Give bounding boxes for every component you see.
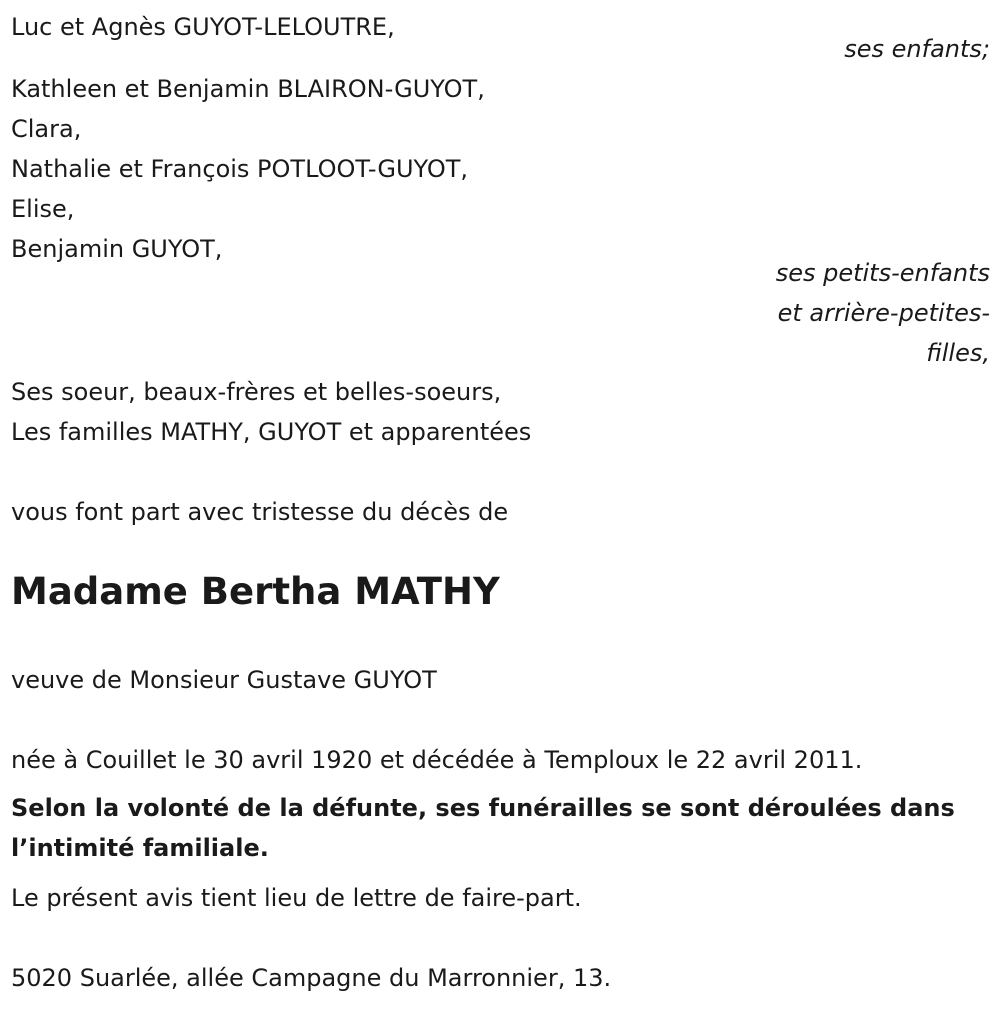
grandchild-line-2: Clara, <box>11 115 82 143</box>
children-label: ses enfants; <box>844 35 990 63</box>
grandchild-line-1: Kathleen et Benjamin BLAIRON-GUYOT, <box>11 75 485 103</box>
widow-of-text: veuve de Monsieur Gustave GUYOT <box>11 666 437 694</box>
deceased-name: Madame Bertha MATHY <box>11 570 500 613</box>
grandchildren-label-3: filles, <box>926 339 990 367</box>
birth-death-text: née à Couillet le 30 avril 1920 et décédée à Temploux le 22 avril 2011. <box>11 746 863 774</box>
grandchild-line-5: Benjamin GUYOT, <box>11 235 223 263</box>
grandchild-line-3: Nathalie et François POTLOOT-GUYOT, <box>11 155 469 183</box>
grandchildren-label-2: et arrière-petites- <box>777 299 990 327</box>
notice-note: Le présent avis tient lieu de lettre de faire-part. <box>11 884 582 912</box>
children-line: Luc et Agnès GUYOT-LELOUTRE, <box>11 13 395 41</box>
address-text: 5020 Suarlée, allée Campagne du Marronnier, 13. <box>11 964 612 992</box>
announcement-text: vous font part avec tristesse du décès de <box>11 498 509 526</box>
family-line-2: Les familles MATHY, GUYOT et apparentées <box>11 418 532 446</box>
grandchild-line-4: Elise, <box>11 195 75 223</box>
grandchildren-label-1: ses petits-enfants <box>775 259 990 287</box>
funeral-note: Selon la volonté de la défunte, ses funérailles se sont déroulées dans l’intimité familiale. <box>11 794 955 862</box>
family-line-1: Ses soeur, beaux-frères et belles-soeurs, <box>11 378 502 406</box>
